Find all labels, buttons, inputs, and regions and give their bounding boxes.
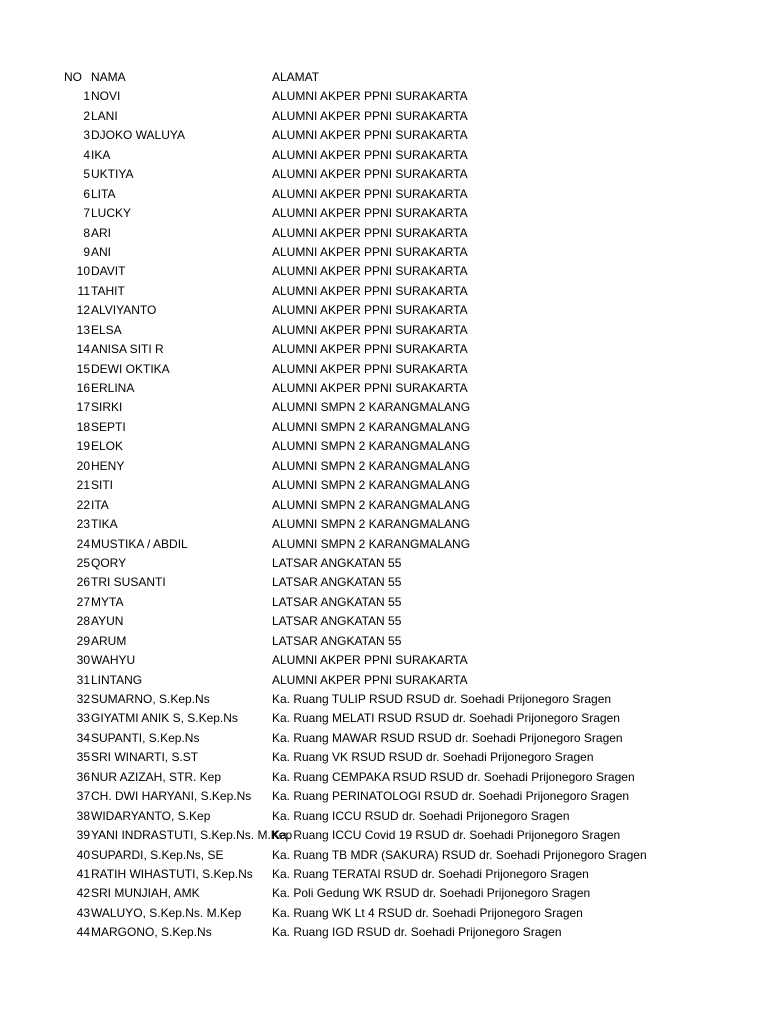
cell-alamat: ALUMNI AKPER PPNI SURAKARTA: [272, 672, 468, 687]
cell-no: 3: [83, 128, 90, 143]
cell-alamat: ALUMNI SMPN 2 KARANGMALANG: [272, 400, 471, 415]
table-row: [0, 671, 768, 690]
cell-alamat: ALUMNI AKPER PPNI SURAKARTA: [272, 206, 468, 221]
cell-no: 12: [76, 303, 90, 318]
table-row: [0, 593, 768, 612]
cell-nama: MYTA: [91, 594, 124, 609]
cell-alamat: LATSAR ANGKATAN 55: [272, 614, 402, 629]
cell-nama: LINTANG: [91, 672, 143, 687]
table-body: [0, 87, 768, 942]
table-row: [0, 768, 768, 787]
cell-no: 23: [76, 517, 90, 532]
cell-nama: SIRKI: [91, 400, 123, 415]
cell-alamat: ALUMNI AKPER PPNI SURAKARTA: [272, 342, 468, 357]
cell-no: 6: [83, 186, 90, 201]
table-row: [0, 165, 768, 184]
cell-alamat: ALUMNI SMPN 2 KARANGMALANG: [272, 458, 471, 473]
cell-no: 34: [76, 730, 90, 745]
table-row: [0, 846, 768, 865]
cell-nama: SUPANTI, S.Kep.Ns: [91, 730, 200, 745]
cell-nama: MARGONO, S.Kep.Ns: [91, 925, 212, 940]
table-row: [0, 379, 768, 398]
cell-alamat: Ka. Ruang CEMPAKA RSUD RSUD dr. Soehadi Prijonegoro Sragen: [272, 769, 635, 784]
cell-no: 1: [83, 89, 90, 104]
cell-alamat: ALUMNI AKPER PPNI SURAKARTA: [272, 381, 468, 395]
table-row: [0, 787, 768, 806]
cell-nama: ARI: [91, 225, 112, 240]
cell-nama: DJOKO WALUYA: [91, 128, 186, 143]
cell-alamat: ALUMNI SMPN 2 KARANGMALANG: [272, 439, 471, 454]
cell-nama: YANI INDRASTUTI, S.Kep.Ns. M.Kep: [91, 828, 293, 843]
table-row: [0, 262, 768, 281]
table-row: [0, 496, 768, 515]
cell-nama: AYUN: [91, 614, 124, 629]
cell-nama: DAVIT: [91, 264, 126, 279]
cell-alamat: ALUMNI AKPER PPNI SURAKARTA: [272, 303, 468, 318]
cell-no: 21: [76, 478, 90, 493]
cell-alamat: ALUMNI AKPER PPNI SURAKARTA: [272, 322, 468, 337]
cell-no: 43: [76, 905, 90, 920]
cell-no: 30: [76, 653, 90, 668]
table-row: [0, 515, 768, 534]
cell-nama: DEWI OKTIKA: [91, 361, 170, 376]
table-row: [0, 185, 768, 204]
cell-no: 24: [76, 536, 90, 551]
table-row: [0, 340, 768, 359]
cell-alamat: ALUMNI AKPER PPNI SURAKARTA: [272, 108, 468, 123]
cell-nama: MUSTIKA / ABDIL: [91, 536, 188, 551]
cell-no: 11: [77, 283, 90, 298]
spreadsheet-table: [0, 68, 768, 943]
cell-alamat: Ka. Ruang IGD RSUD dr. Soehadi Prijonegoro Sragen: [272, 925, 562, 940]
cell-alamat: ALUMNI AKPER PPNI SURAKARTA: [272, 361, 468, 376]
table-row: [0, 398, 768, 417]
cell-nama: ITA: [91, 497, 109, 512]
cell-nama: GIYATMI ANIK S, S.Kep.Ns: [91, 711, 238, 726]
table-row: [0, 437, 768, 456]
cell-no: 5: [83, 167, 90, 182]
cell-alamat: LATSAR ANGKATAN 55: [272, 594, 402, 609]
cell-alamat: Ka. Ruang TERATAI RSUD dr. Soehadi Prijonegoro Sragen: [272, 866, 589, 881]
cell-alamat: ALUMNI SMPN 2 KARANGMALANG: [272, 478, 471, 493]
cell-no: 35: [76, 750, 90, 765]
header-nama: NAMA: [91, 70, 126, 84]
cell-no: 17: [76, 400, 90, 415]
cell-no: 33: [76, 711, 90, 726]
cell-nama: ANI: [91, 244, 112, 259]
cell-alamat: LATSAR ANGKATAN 55: [272, 575, 402, 590]
cell-nama: ELOK: [91, 439, 124, 454]
cell-alamat: ALUMNI SMPN 2 KARANGMALANG: [272, 497, 471, 512]
cell-alamat: Ka. Ruang WK Lt 4 RSUD dr. Soehadi Prijonegoro Sragen: [272, 905, 583, 920]
table-row: [0, 107, 768, 126]
cell-alamat: Ka. Ruang MAWAR RSUD RSUD dr. Soehadi Prijonegoro Sragen: [272, 730, 623, 745]
cell-no: 29: [76, 633, 90, 648]
table-row: [0, 476, 768, 495]
cell-alamat: ALUMNI SMPN 2 KARANGMALANG: [272, 517, 471, 532]
cell-no: 20: [76, 458, 90, 473]
cell-no: 31: [76, 672, 90, 687]
cell-alamat: ALUMNI AKPER PPNI SURAKARTA: [272, 167, 468, 182]
cell-no: 25: [76, 555, 90, 570]
table-row: [0, 457, 768, 476]
cell-alamat: ALUMNI AKPER PPNI SURAKARTA: [272, 283, 468, 298]
cell-nama: QORY: [91, 555, 127, 570]
cell-nama: LUCKY: [91, 206, 132, 221]
cell-nama: CH. DWI HARYANI, S.Kep.Ns: [91, 789, 252, 804]
table-row: [0, 573, 768, 592]
cell-nama: LANI: [91, 108, 118, 123]
cell-alamat: ALUMNI AKPER PPNI SURAKARTA: [272, 264, 468, 279]
cell-alamat: ALUMNI AKPER PPNI SURAKARTA: [272, 244, 468, 259]
cell-nama: WIDARYANTO, S.Kep: [91, 808, 211, 823]
cell-alamat: ALUMNI SMPN 2 KARANGMALANG: [272, 419, 471, 434]
cell-nama: RATIH WIHASTUTI, S.Kep.Ns: [91, 866, 253, 881]
cell-alamat: ALUMNI AKPER PPNI SURAKARTA: [272, 89, 468, 104]
cell-nama: ANISA SITI R: [91, 342, 164, 357]
table-header-row: [0, 68, 768, 87]
cell-alamat: Ka. Poli Gedung WK RSUD dr. Soehadi Prijonegoro Sragen: [272, 886, 591, 901]
cell-no: 2: [83, 108, 90, 123]
table-row: [0, 748, 768, 767]
header-no: NO: [64, 70, 82, 84]
cell-alamat: Ka. Ruang VK RSUD RSUD dr. Soehadi Prijonegoro Sragen: [272, 750, 594, 765]
cell-nama: SRI MUNJIAH, AMK: [91, 886, 200, 901]
cell-nama: ERLINA: [91, 381, 135, 395]
cell-nama: SITI: [91, 478, 114, 493]
cell-alamat: ALUMNI AKPER PPNI SURAKARTA: [272, 128, 468, 143]
cell-nama: HENY: [91, 458, 125, 473]
header-alamat: ALAMAT: [272, 70, 320, 84]
table-row: [0, 535, 768, 554]
table-row: [0, 632, 768, 651]
cell-alamat: ALUMNI AKPER PPNI SURAKARTA: [272, 653, 468, 668]
cell-no: 13: [76, 322, 90, 337]
cell-alamat: ALUMNI AKPER PPNI SURAKARTA: [272, 147, 468, 162]
cell-no: 37: [76, 789, 90, 804]
table-row: [0, 884, 768, 903]
cell-no: 38: [76, 808, 90, 823]
cell-no: 14: [76, 342, 90, 357]
cell-no: 44: [76, 925, 90, 940]
table-row: [0, 360, 768, 379]
cell-nama: UKTIYA: [91, 167, 134, 182]
cell-alamat: ALUMNI AKPER PPNI SURAKARTA: [272, 186, 468, 201]
cell-no: 28: [76, 614, 90, 629]
cell-nama: WAHYU: [91, 653, 136, 668]
cell-no: 16: [76, 381, 90, 395]
cell-no: 40: [76, 847, 90, 862]
cell-no: 36: [76, 769, 90, 784]
table-row: [0, 282, 768, 301]
cell-no: 32: [76, 692, 90, 706]
table-row: [0, 729, 768, 748]
cell-no: 18: [76, 419, 90, 434]
cell-alamat: Ka. Ruang PERINATOLOGI RSUD dr. Soehadi Prijonegoro Sragen: [272, 789, 630, 804]
cell-nama: ELSA: [91, 322, 122, 337]
table-row: [0, 204, 768, 223]
table-row: [0, 807, 768, 826]
table-row: [0, 243, 768, 262]
table-row: [0, 690, 768, 709]
cell-no: 19: [76, 439, 90, 454]
table-row: [0, 923, 768, 942]
cell-no: 15: [76, 361, 90, 376]
cell-nama: SUMARNO, S.Kep.Ns: [91, 692, 210, 706]
table-row: [0, 865, 768, 884]
cell-no: 39: [76, 828, 90, 843]
cell-alamat: Ka. Ruang TB MDR (SAKURA) RSUD dr. Soehadi Prijonegoro Sragen: [272, 847, 647, 862]
cell-no: 27: [76, 594, 90, 609]
cell-no: 26: [76, 575, 90, 590]
cell-nama: LITA: [91, 186, 116, 201]
cell-no: 8: [83, 225, 90, 240]
cell-no: 22: [76, 497, 90, 512]
cell-no: 7: [83, 206, 90, 221]
cell-nama: TRI SUSANTI: [91, 575, 166, 590]
cell-nama: SEPTI: [91, 419, 126, 434]
table-row: [0, 418, 768, 437]
table-row: [0, 554, 768, 573]
table-row: [0, 146, 768, 165]
table-row: [0, 651, 768, 670]
cell-nama: WALUYO, S.Kep.Ns. M.Kep: [91, 905, 242, 920]
cell-alamat: Ka. Ruang ICCU Covid 19 RSUD dr. Soehadi Prijonegoro Sragen: [272, 828, 621, 843]
cell-no: 41: [76, 866, 90, 881]
cell-no: 42: [76, 886, 90, 901]
cell-alamat: Ka. Ruang ICCU RSUD dr. Soehadi Prijonegoro Sragen: [272, 808, 570, 823]
cell-nama: IKA: [91, 147, 111, 162]
cell-alamat: LATSAR ANGKATAN 55: [272, 555, 402, 570]
table-row: [0, 87, 768, 106]
table-row: [0, 126, 768, 145]
cell-alamat: Ka. Ruang TULIP RSUD RSUD dr. Soehadi Prijonegoro Sragen: [272, 692, 612, 706]
cell-nama: SRI WINARTI, S.ST: [91, 750, 199, 765]
cell-alamat: ALUMNI AKPER PPNI SURAKARTA: [272, 225, 468, 240]
table-row: [0, 612, 768, 631]
table-row: [0, 826, 768, 845]
table-row: [0, 709, 768, 728]
table-row: [0, 224, 768, 243]
cell-nama: TAHIT: [91, 283, 125, 298]
cell-no: 10: [76, 264, 90, 279]
cell-alamat: Ka. Ruang MELATI RSUD RSUD dr. Soehadi Prijonegoro Sragen: [272, 711, 620, 726]
cell-no: 4: [83, 147, 90, 162]
cell-alamat: LATSAR ANGKATAN 55: [272, 633, 402, 648]
table-row: [0, 301, 768, 320]
cell-nama: ARUM: [91, 633, 127, 648]
cell-nama: ALVIYANTO: [91, 303, 157, 318]
cell-nama: NUR AZIZAH, STR. Kep: [91, 769, 222, 784]
cell-no: 9: [83, 244, 90, 259]
cell-nama: TIKA: [91, 517, 118, 532]
table-row: [0, 904, 768, 923]
table-row: [0, 321, 768, 340]
cell-nama: NOVI: [91, 89, 121, 104]
cell-alamat: ALUMNI SMPN 2 KARANGMALANG: [272, 536, 471, 551]
cell-nama: SUPARDI, S.Kep.Ns, SE: [91, 847, 224, 862]
